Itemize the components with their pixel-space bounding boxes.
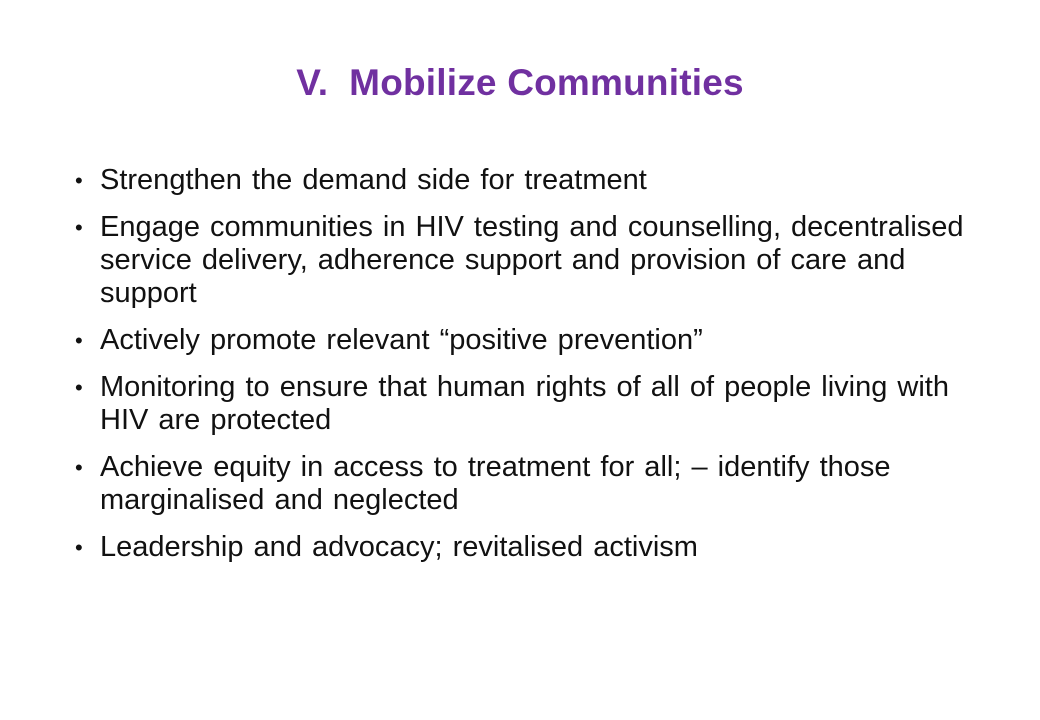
bullet-icon: • [75,215,83,240]
bullet-item [75,164,1000,197]
bullet-text: Strengthen the demand side for treatment [100,164,647,196]
bullet-text: Actively promote relevant “positive prevention” [100,324,703,356]
bullet-icon: • [75,168,83,193]
bullet-text: Monitoring to ensure that human rights of all of people living with HIV are protected [100,371,949,436]
bullet-item [75,211,1000,310]
bullet-icon: • [75,375,83,400]
bullet-icon: • [75,535,83,560]
bullet-item [75,451,1000,517]
bullet-icon: • [75,455,83,480]
bullet-text: Engage communities in HIV testing and counselling, decentralised service delivery, adherence support and provision of care and support [100,211,964,309]
slide-title: V. Mobilize Communities [296,62,744,103]
bullet-text: Achieve equity in access to treatment for all; – identify those marginalised and neglected [100,451,891,516]
bullet-item [75,324,1000,357]
bullet-item [75,531,1000,564]
bullet-icon: • [75,328,83,353]
bullet-item [75,371,1000,437]
bullet-list [75,164,1000,578]
bullet-text: Leadership and advocacy; revitalised activism [100,531,698,563]
